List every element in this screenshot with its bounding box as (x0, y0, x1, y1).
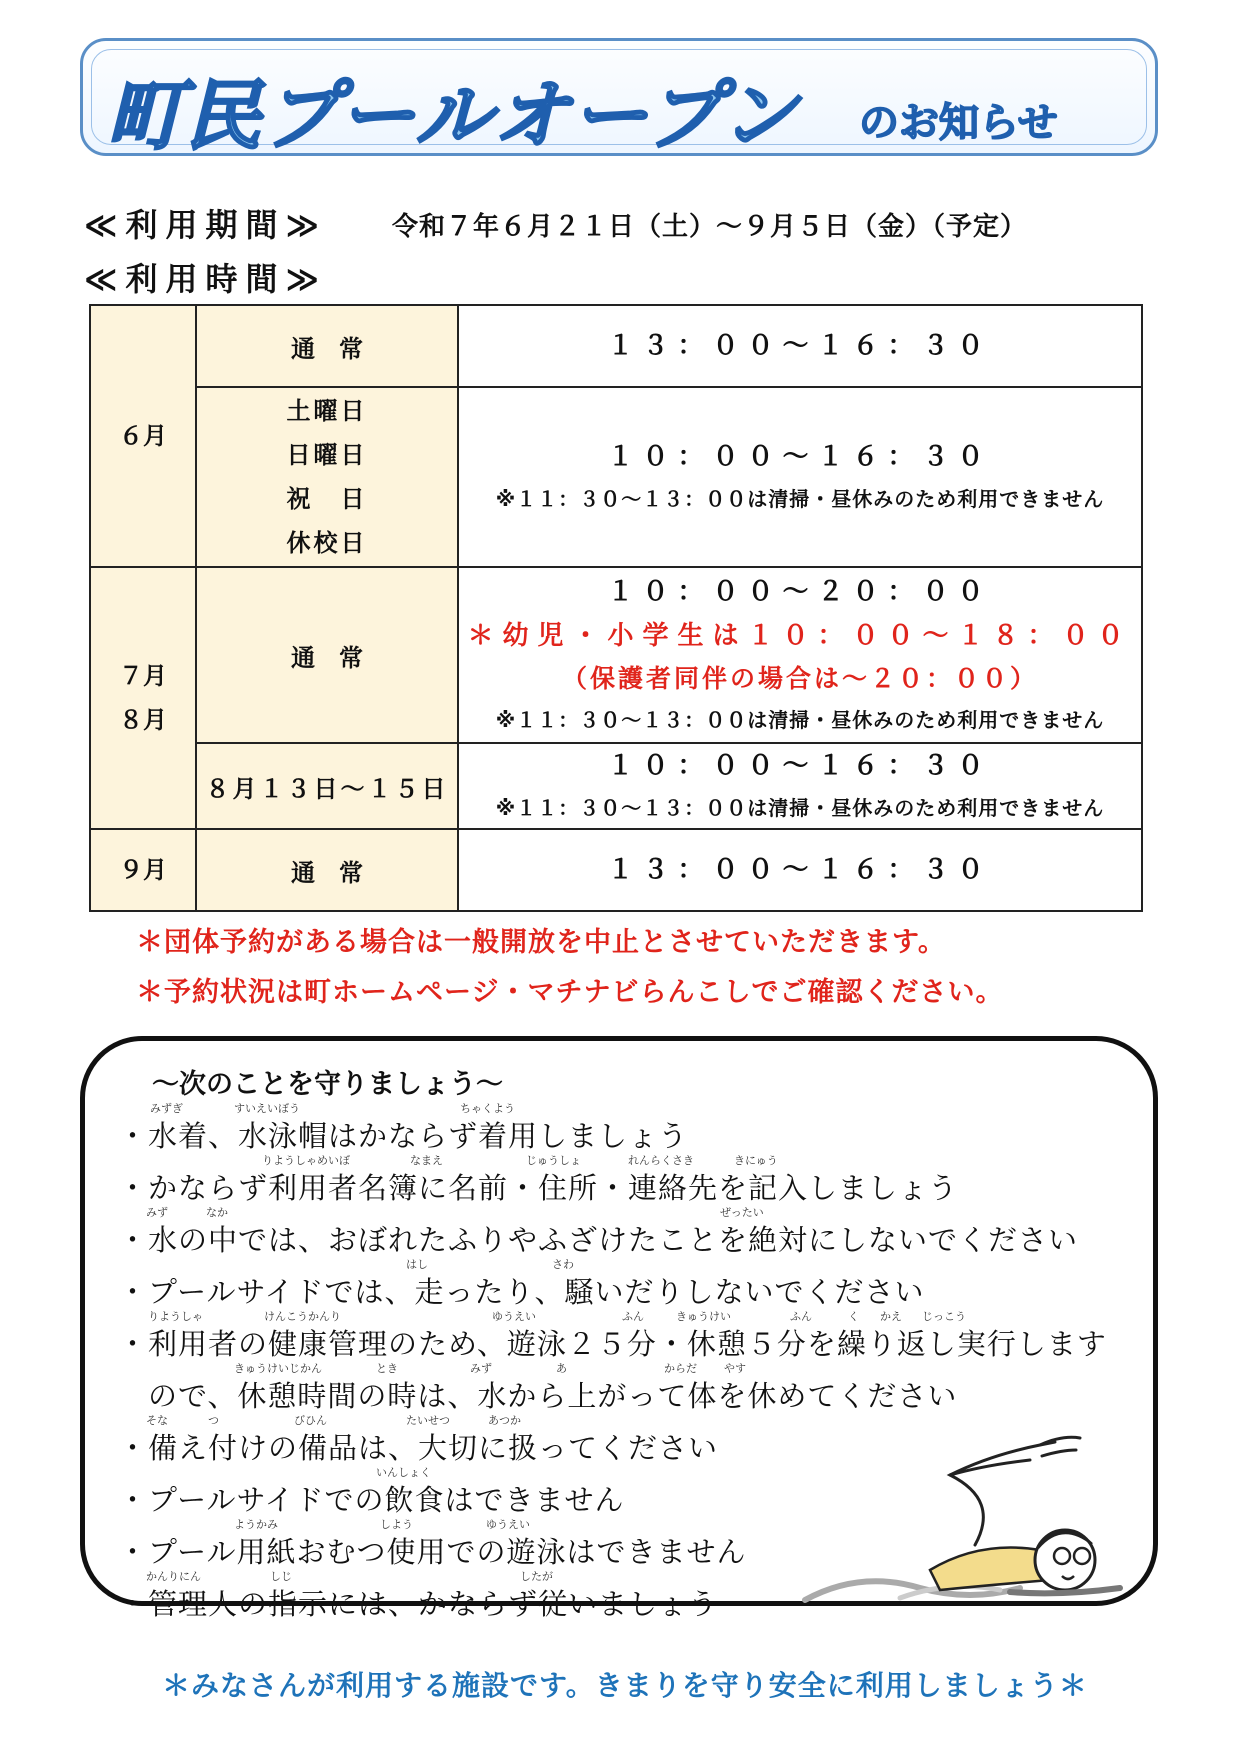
month-june: ６月 (90, 305, 196, 567)
rule-line: ・かならず利用者名簿に名前・住所・連絡先を記入しましょう (118, 1171, 959, 1205)
ruby: ちゃくよう (460, 1102, 515, 1115)
time-cell (458, 743, 1142, 829)
ruby: ゆうえい (492, 1310, 536, 1323)
month-line: ８月 (119, 706, 167, 734)
ruby: りようしゃめいぼ (262, 1154, 350, 1167)
ruby: みずぎ (150, 1102, 183, 1115)
ruby: すいえいぼう (234, 1102, 300, 1115)
ruby: みず (146, 1206, 168, 1219)
ruby: ゆうえい (486, 1518, 530, 1531)
ruby: しよう (380, 1518, 413, 1531)
table-row (90, 387, 1142, 567)
table-row (90, 305, 1142, 387)
cleaning-note: ※１１：３０～１３：００は清掃・昼休みのため利用できません (495, 708, 1105, 732)
rule-line: ・管理人の指示には、かならず従いましょう (118, 1587, 719, 1621)
kind-line: 土曜日 (286, 397, 368, 425)
ruby: じっこう (922, 1310, 966, 1323)
ruby: はし (406, 1258, 428, 1271)
swimmer-arm (950, 1460, 1030, 1475)
kind-regular: 通 常 (196, 305, 458, 387)
time-value: １０：００～２０：００ (607, 577, 993, 607)
ruby: りようしゃ (148, 1310, 203, 1323)
kind-line: 休校日 (286, 529, 368, 557)
rule-line: ・水着、水泳帽はかならず着用しましょう (118, 1119, 689, 1153)
kind-line: 日曜日 (286, 441, 368, 469)
ruby: なまえ (410, 1154, 443, 1167)
swimmer-hand (1040, 1437, 1080, 1456)
rule-line: ・プール用紙おむつ使用での遊泳はできません (118, 1535, 747, 1569)
warning-reservation-status: ＊予約状況は町ホームページ・マチナビらんこしでご確認ください。 (136, 977, 1004, 1008)
ruby: ようかみ (234, 1518, 278, 1531)
ruby: さわ (552, 1258, 574, 1271)
ruby: いんしょく (376, 1466, 431, 1479)
ruby: つ (208, 1414, 219, 1427)
ruby: じゅうしょ (526, 1154, 581, 1167)
rule-line: ・プールサイドでは、走ったり、騒いだりしないでください (118, 1275, 925, 1309)
time-cell (458, 829, 1142, 911)
table-row (90, 829, 1142, 911)
schedule-table (89, 304, 1143, 912)
kids-time-note: ＊幼児・小学生は１０：００～１８：００ (467, 621, 1133, 651)
cleaning-note: ※１１：３０～１３：００は清掃・昼休みのため利用できません (495, 796, 1105, 820)
period-value: 令和７年６月２１日（土）～９月５日（金）（予定） (392, 212, 1028, 242)
ruby: みず (470, 1362, 492, 1375)
ruby: やす (724, 1362, 746, 1375)
ruby: からだ (664, 1362, 697, 1375)
ruby: きにゅう (734, 1154, 778, 1167)
page-title: 町民プールオープン (107, 71, 799, 160)
footer-message: ＊みなさんが利用する施設です。きまりを守り安全に利用しましょう＊ (162, 1669, 1088, 1702)
time-cell (458, 305, 1142, 387)
kind-line: 祝 日 (286, 485, 368, 513)
month-july-aug (90, 567, 196, 829)
ruby: なか (206, 1206, 228, 1219)
page-title-sub: のお知らせ (859, 100, 1058, 146)
ruby: く (848, 1310, 859, 1323)
kind-weekend (196, 387, 458, 567)
ruby: ふん (622, 1310, 644, 1323)
time-value: １０：００～１６：３０ (607, 751, 993, 781)
time-value: １０：００～１６：３０ (607, 442, 993, 472)
kind-regular: 通 常 (196, 829, 458, 911)
ruby: かえ (880, 1310, 902, 1323)
guardian-note: （保護者同伴の場合は～２０：００） (561, 664, 1038, 693)
kind-obon: ８月１３日～１５日 (196, 743, 458, 829)
time-cell (458, 387, 1142, 567)
table-row (90, 567, 1142, 743)
period-label: ≪利用期間≫ (84, 206, 328, 244)
swimmer-body (930, 1548, 1050, 1591)
swimmer-illustration (800, 1420, 1130, 1620)
title-banner (80, 38, 1158, 160)
hours-label: ≪利用時間≫ (84, 260, 328, 298)
ruby: けんこうかんり (264, 1310, 341, 1323)
ruby: びひん (294, 1414, 327, 1427)
time-cell (458, 567, 1142, 743)
rule-line: ので、休憩時間の時は、水から上がって体を休めてください (118, 1379, 958, 1413)
ruby: きゅうけい (676, 1310, 731, 1323)
rule-line: ・水の中では、おぼれたふりやふざけたことを絶対にしないでください (118, 1223, 1079, 1257)
time-value: １３：００～１６：３０ (607, 331, 993, 361)
cleaning-note: ※１１：３０～１３：００は清掃・昼休みのため利用できません (495, 487, 1105, 511)
rule-line: ・備え付けの備品は、大切に扱ってください (118, 1431, 719, 1465)
ruby: ふん (790, 1310, 812, 1323)
ruby: れんらくさき (628, 1154, 694, 1167)
month-line: ７月 (119, 662, 167, 690)
ruby: そな (146, 1414, 168, 1427)
time-value: １３：００～１６：３０ (607, 855, 993, 885)
warning-group-reservation: ＊団体予約がある場合は一般開放を中止とさせていただきます。 (136, 927, 946, 958)
rule-line: ・プールサイドでの飲食はできません (118, 1483, 625, 1517)
ruby: したが (520, 1570, 553, 1583)
ruby: しじ (270, 1570, 292, 1583)
table-row (90, 743, 1142, 829)
ruby: とき (376, 1362, 398, 1375)
ruby: かんりにん (146, 1570, 201, 1583)
swimmer-arm (950, 1442, 1055, 1545)
ruby: たいせつ (406, 1414, 450, 1427)
kind-regular: 通 常 (196, 567, 458, 743)
ruby: あつか (488, 1414, 521, 1427)
rule-line: ・利用者の健康管理のため、遊泳２５分・休憩５分を繰り返し実行します (118, 1327, 1107, 1361)
ruby: ぜったい (720, 1206, 764, 1219)
month-sept: ９月 (90, 829, 196, 911)
rules-title: ～次のことを守りましょう～ (152, 1069, 503, 1100)
ruby: あ (556, 1362, 567, 1375)
ruby: きゅうけいじかん (234, 1362, 322, 1375)
